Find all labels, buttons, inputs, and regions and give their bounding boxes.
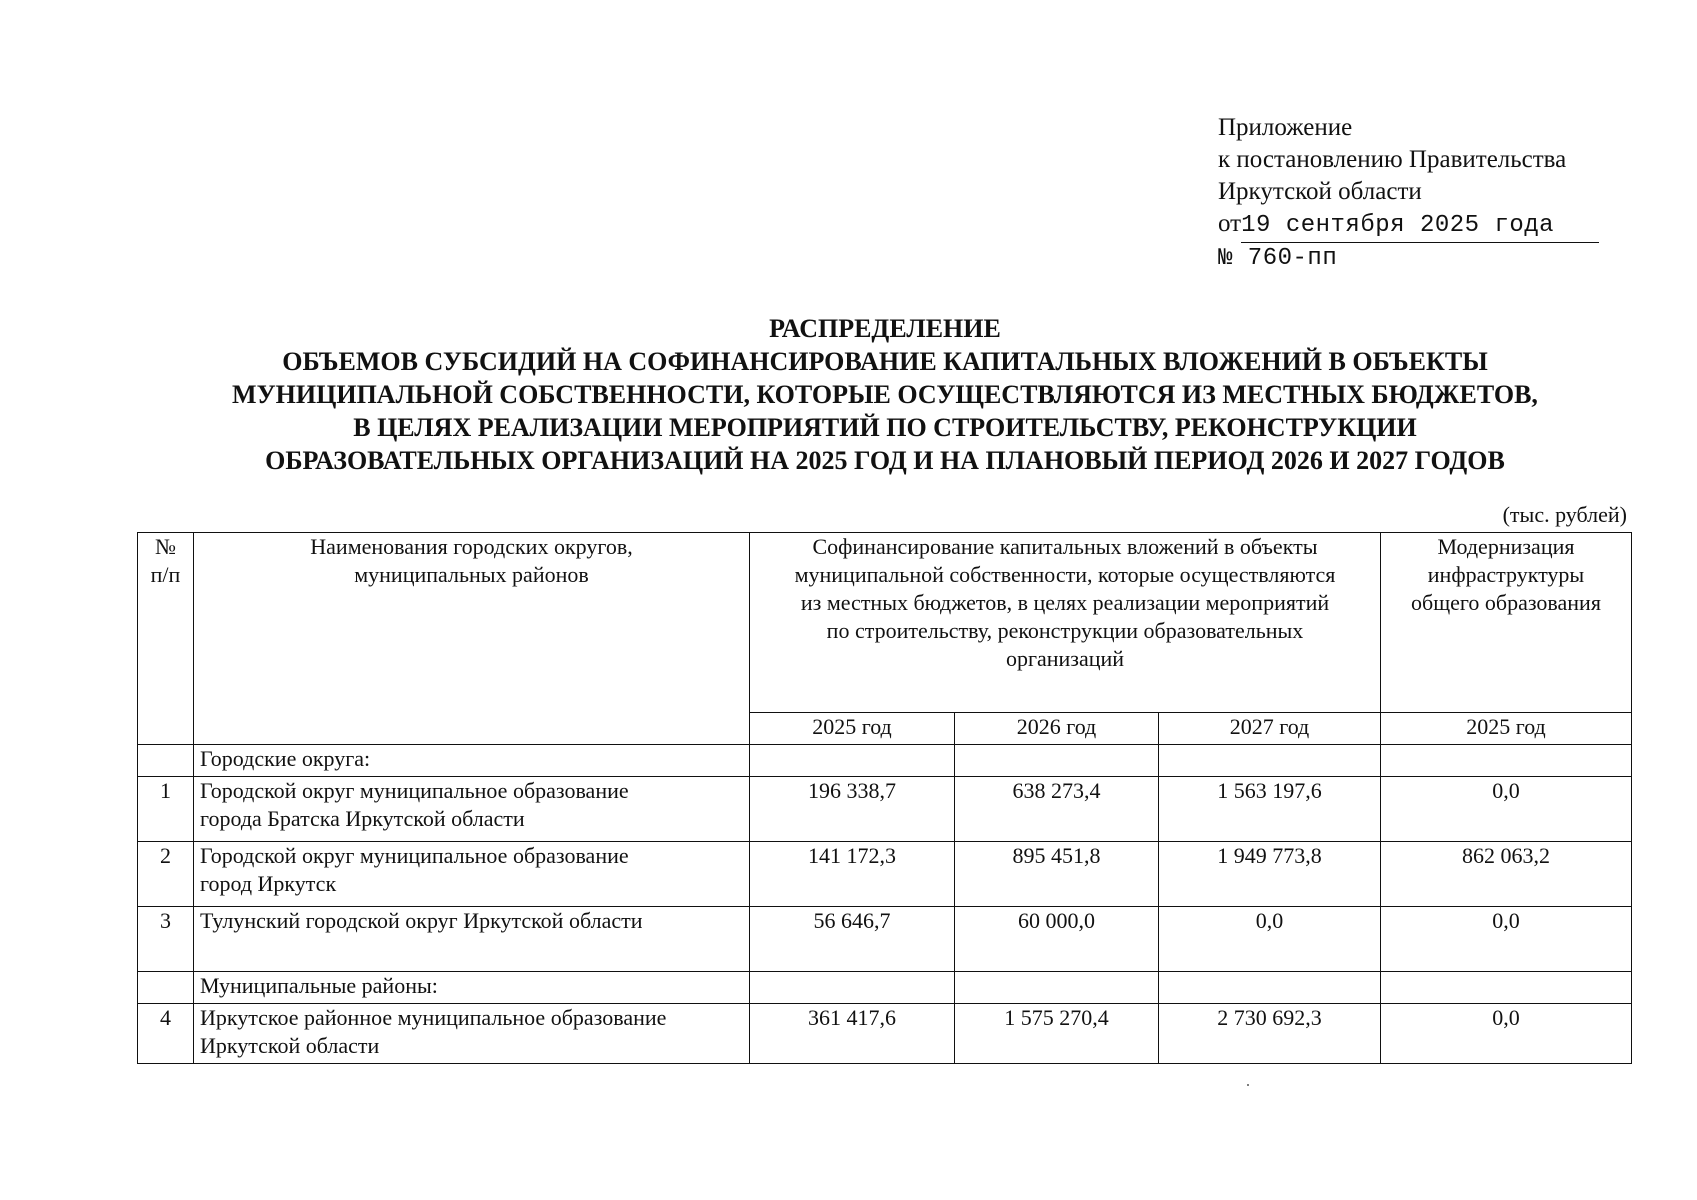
header-modernization: [1381, 533, 1632, 713]
row-value-2025: 361 417,6: [750, 1004, 955, 1064]
row-name-line-1: Иркутское районное муниципальное образование: [200, 1005, 667, 1030]
table-row: [138, 842, 1632, 907]
row-number: 1: [138, 777, 194, 842]
empty-cell: [955, 745, 1159, 777]
title-line-3: МУНИЦИПАЛЬНОЙ СОБСТВЕННОСТИ, КОТОРЫЕ ОСУЩЕСТВЛЯЮТСЯ ИЗ МЕСТНЫХ БЮДЖЕТОВ,: [232, 380, 1538, 409]
empty-cell: [1381, 972, 1632, 1004]
row-name-line-2: Иркутской области: [200, 1033, 380, 1058]
title-line-4: В ЦЕЛЯХ РЕАЛИЗАЦИИ МЕРОПРИЯТИЙ ПО СТРОИТЕЛЬСТВУ, РЕКОНСТРУКЦИИ: [353, 413, 1417, 442]
row-name: [194, 907, 750, 972]
title-line-5: ОБРАЗОВАТЕЛЬНЫХ ОРГАНИЗАЦИЙ НА 2025 ГОД И НА ПЛАНОВЫЙ ПЕРИОД 2026 И 2027 ГОДОВ: [265, 446, 1505, 475]
appendix-number: № 760-пп: [1218, 245, 1338, 272]
row-name-line-1: Тулунский городской округ Иркутской области: [200, 908, 643, 933]
header-name-line-2: муниципальных районов: [354, 562, 589, 587]
row-value-modernization: 0,0: [1381, 1004, 1632, 1064]
header-mod-line-3: общего образования: [1411, 590, 1601, 615]
empty-cell: [1381, 745, 1632, 777]
row-value-2026: 1 575 270,4: [955, 1004, 1159, 1064]
section-row-municipal-districts: [138, 972, 1632, 1004]
row-value-2026: 895 451,8: [955, 842, 1159, 907]
empty-cell: [138, 745, 194, 777]
header-cofin-line-2: муниципальной собственности, которые осуществляются: [794, 562, 1336, 587]
header-cofin-line-5: организаций: [1005, 646, 1125, 671]
header-number: [138, 533, 194, 745]
appendix-block: [1218, 112, 1618, 275]
header-year-2026: 2026 год: [955, 713, 1159, 745]
row-name-line-2: города Братска Иркутской области: [200, 806, 525, 831]
empty-cell: [1159, 972, 1381, 1004]
header-mod-line-1: Модернизация: [1437, 534, 1575, 559]
section-label: Муниципальные районы:: [194, 972, 750, 1004]
empty-cell: [955, 972, 1159, 1004]
title-line-1: РАСПРЕДЕЛЕНИЕ: [769, 314, 1001, 343]
row-name-line-1: Городской округ муниципальное образование: [200, 843, 629, 868]
appendix-date-line: [1218, 208, 1618, 243]
row-value-2027: 0,0: [1159, 907, 1381, 972]
row-name: [194, 777, 750, 842]
header-year-2027: 2027 год: [1159, 713, 1381, 745]
empty-cell: [138, 972, 194, 1004]
empty-cell: [1159, 745, 1381, 777]
row-value-2025: 196 338,7: [750, 777, 955, 842]
row-name-line-2: город Иркутск: [200, 871, 337, 896]
header-mod-year-2025: 2025 год: [1381, 713, 1632, 745]
appendix-line-2: к постановлению Правительства: [1218, 146, 1567, 173]
row-value-2027: 2 730 692,3: [1159, 1004, 1381, 1064]
header-name: [194, 533, 750, 745]
title-line-2: ОБЪЕМОВ СУБСИДИЙ НА СОФИНАНСИРОВАНИЕ КАПИТАЛЬНЫХ ВЛОЖЕНИЙ В ОБЪЕКТЫ: [282, 347, 1488, 376]
header-name-line-1: Наименования городских округов,: [310, 534, 633, 559]
header-cofin-line-3: из местных бюджетов, в целях реализации мероприятий: [800, 590, 1330, 615]
section-row-city-districts: [138, 745, 1632, 777]
row-number: 3: [138, 907, 194, 972]
row-number: 2: [138, 842, 194, 907]
table-row: [138, 907, 1632, 972]
row-value-2027: 1 563 197,6: [1159, 777, 1381, 842]
table-row: [138, 1004, 1632, 1064]
empty-cell: [750, 972, 955, 1004]
appendix-line-3: Иркутской области: [1218, 178, 1422, 205]
header-cofin-line-4: по строительству, реконструкции образовательных: [826, 618, 1304, 643]
header-mod-line-2: инфраструктуры: [1427, 562, 1585, 587]
row-value-modernization: 0,0: [1381, 777, 1632, 842]
row-value-2025: 141 172,3: [750, 842, 955, 907]
header-cofin-line-1: Софинансирование капитальных вложений в объекты: [812, 534, 1318, 559]
appendix-date: 19 сентября 2025 года: [1241, 212, 1555, 239]
row-value-2026: 60 000,0: [955, 907, 1159, 972]
row-number: 4: [138, 1004, 194, 1064]
appendix-from-prefix: от: [1218, 210, 1242, 237]
scan-speck: [1247, 1084, 1249, 1086]
subsidy-table: [137, 532, 1632, 1064]
header-number-line-1: №: [155, 534, 176, 559]
row-name: [194, 1004, 750, 1064]
document-title: [150, 312, 1620, 477]
table-header-row: [138, 533, 1632, 713]
table-row: [138, 777, 1632, 842]
row-value-2025: 56 646,7: [750, 907, 955, 972]
appendix-line-1: Приложение: [1218, 114, 1353, 141]
row-value-2026: 638 273,4: [955, 777, 1159, 842]
empty-cell: [750, 745, 955, 777]
row-name-line-1: Городской округ муниципальное образование: [200, 778, 629, 803]
units-label: (тыс. рублей): [1502, 502, 1627, 527]
section-label: Городские округа:: [194, 745, 750, 777]
header-number-line-2: п/п: [150, 562, 181, 587]
row-name: [194, 842, 750, 907]
row-value-modernization: 0,0: [1381, 907, 1632, 972]
row-value-2027: 1 949 773,8: [1159, 842, 1381, 907]
header-year-2025: 2025 год: [750, 713, 955, 745]
header-cofinancing: [750, 533, 1381, 713]
row-value-modernization: 862 063,2: [1381, 842, 1632, 907]
